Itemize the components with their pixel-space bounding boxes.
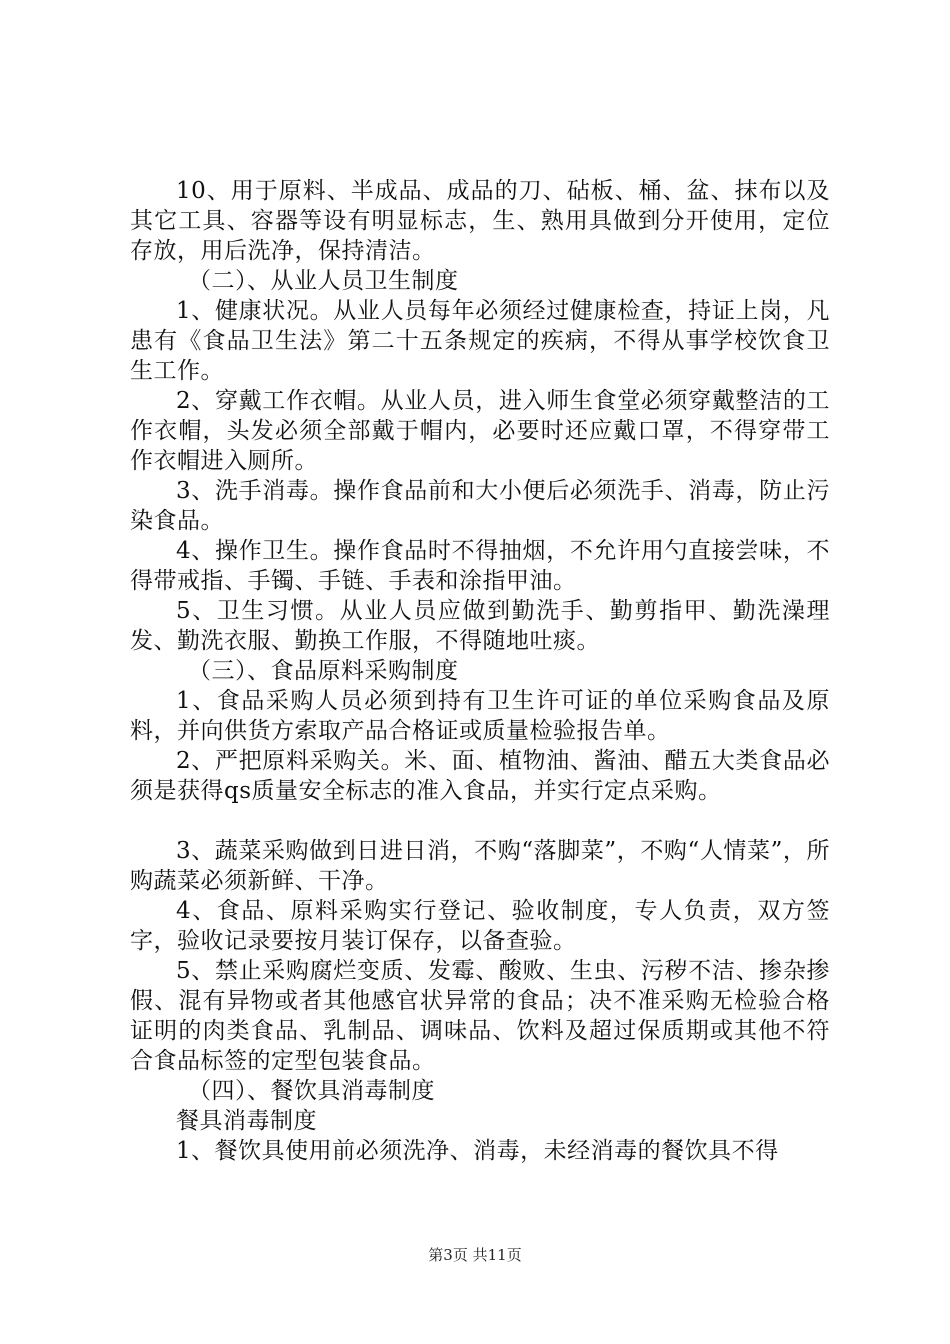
paragraph-raw-material-control: 2、严把原料采购关。米、面、植物油、酱油、醋五大类食品必须是获得qs质量安全标志的准入食品，并实行定点采购。 [130,748,830,804]
paragraph-work-clothes: 2、穿戴工作衣帽。从业人员，进入师生食堂必须穿戴整洁的工作衣帽，头发必须全部戴于帽内，必要时还应戴口罩，不得穿带工作衣帽进入厕所。 [130,388,830,474]
paragraph-operation-hygiene: 4、操作卫生。操作食品时不得抽烟，不允许用勺直接尝味，不得带戒指、手镯、手链、手表和涂指甲油。 [130,538,830,594]
section-heading-staff-hygiene: （二）、从业人员卫生制度 [188,268,459,294]
paragraph-spacer [130,806,830,836]
section-heading-tableware-disinfection: （四）、餐饮具消毒制度 [188,1078,435,1104]
paragraph-licensed-suppliers: 1、食品采购人员必须到持有卫生许可证的单位采购食品及原料，并向供货方索取产品合格证或质量检验报告单。 [130,688,830,744]
paragraph-health-status: 1、健康状况。从业人员每年必须经过健康检查，持证上岗，凡患有《食品卫生法》第二十五条规定的疾病，不得从事学校饮食卫生工作。 [130,298,830,384]
section-heading-purchasing: （三）、食品原料采购制度 [188,658,459,684]
paragraph-vegetable-purchasing: 3、蔬菜采购做到日进日消，不购“落脚菜”，不购“人情菜”，所购蔬菜必须新鲜、干净。 [130,838,830,894]
paragraph-prohibited-purchases: 5、禁止采购腐烂变质、发霉、酸败、生虫、污秽不洁、掺杂掺假、混有异物或者其他感官状异常的食品；决不准采购无检验合格证明的肉类食品、乳制品、调味品、饮料及超过保质期或其他不符合食品标签的定型包装食品。 [130,958,830,1074]
paragraph-registration-acceptance: 4、食品、原料采购实行登记、验收制度，专人负责，双方签字，验收记录要按月装订保存，以备查验。 [130,898,830,954]
paragraph-hand-washing: 3、洗手消毒。操作食品前和大小便后必须洗手、消毒，防止污染食品。 [130,478,830,534]
page-number-footer: 第3页 共11页 [428,1246,522,1264]
document-body [130,176,830,1166]
paragraph-item-10-utensils: 10、用于原料、半成品、成品的刀、砧板、桶、盆、抹布以及其它工具、容器等设有明显标志，生、熟用具做到分开使用，定位存放，用后洗净，保持清洁。 [130,178,830,264]
subheading-tableware-disinfection: 餐具消毒制度 [176,1108,317,1134]
paragraph-hygiene-habits: 5、卫生习惯。从业人员应做到勤洗手、勤剪指甲、勤洗澡理发、勤洗衣服、勤换工作服，不得随地吐痰。 [130,598,830,654]
paragraph-tableware-cleaning: 1、餐饮具使用前必须洗净、消毒，未经消毒的餐饮具不得 [176,1138,779,1164]
